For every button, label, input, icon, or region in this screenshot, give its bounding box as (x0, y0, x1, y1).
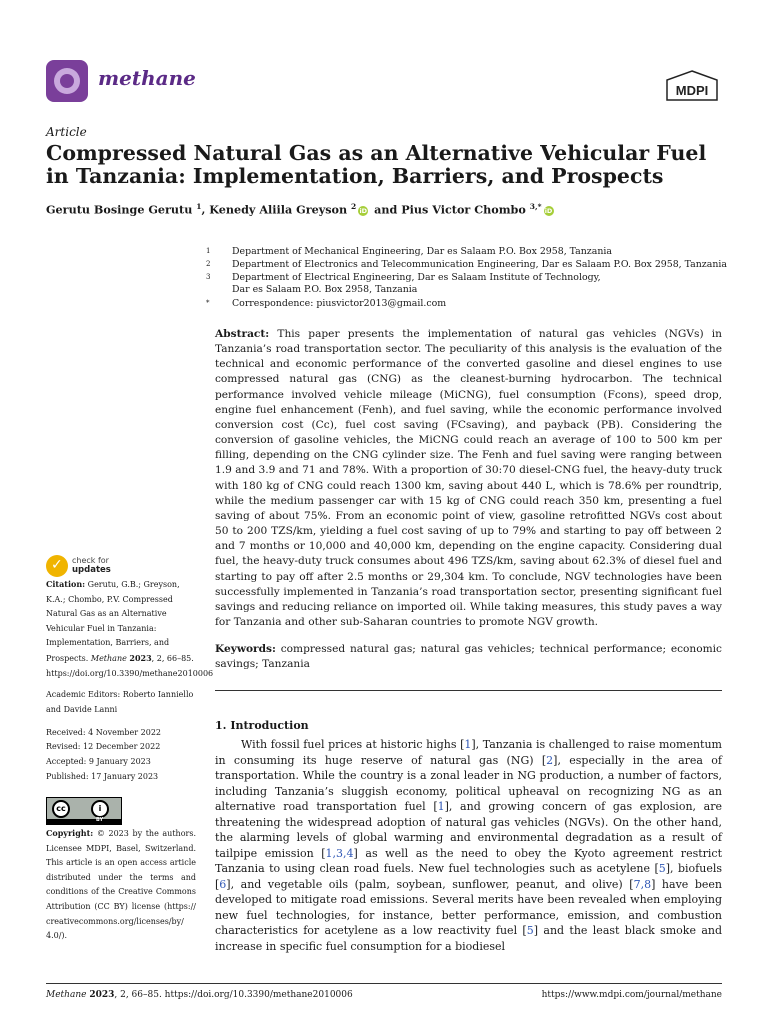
section-divider (215, 690, 722, 691)
footer-citation[interactable]: Methane 2023, 2, 66–85. https://doi.org/10.3390/methane2010006 (46, 990, 353, 1000)
article-title: Compressed Natural Gas as an Alternative Vehicular Fuel in Tanzania: Implementation, Barriers, and Prospects (46, 141, 707, 188)
citation-link[interactable]: 5 (658, 862, 666, 875)
intro-paragraph: With fossil fuel prices at historic highs [1], Tanzania is challenged to raise momentum in consuming its huge reserve of natural gas (NG) [2], especially in the area of transportation. While the country is a zonal leader in NG production, a number of factors, including Tanzania’s sluggish economy, political upheaval on recognizing NG as an alternative road transportation fuel [1], and growing concern of gas explosion, are threatening the widespread adoption of natural gas vehicles (NGVs). On the other hand, the alarming levels of global warming and environmental degradation as a result of tailpipe emission [1,3,4] as well as the need to obey the Kyoto agreement restrict Tanzania to using clean road fuels. New fuel technologies such as acetylene [5], biofuels [6], and vegetable oils (palm, soybean, sunflower, peanut, and olive) [7,8] have been developed to mitigate road emissions. Several merits have been revealed when employing new fuel technologies, for instance, better performance, emission, and combustion characteristics for acetylene as a low reactivity fuel [5] and the least black smoke and increase in specific fuel consumption for a biodiesel (215, 738, 723, 953)
footer-divider (46, 983, 722, 984)
abstract (215, 327, 722, 630)
abstract-text: This paper presents the implementation of natural gas vehicles (NGVs) in Tanzania’s road transportation sector. The peculiarity of this analysis is the evaluation of the technical and economic performance of the converted gasoline and diesel engines to use compressed natural gas (CNG) as the cleanest-burning hydrocarbon. The technical performance involved vehicle mileage (MiCNG), fuel consumption (Fcons), speed drop, engine fuel enhancement (Fenh), and fuel saving, while the economic performance involved conversion cost (Cc), fuel cost saving (FCsaving), and payback (PB). Considering the conversion of gasoline vehicles, the MiCNG could reach an average of 100 to 500 km per filling, depending on the CNG cylinder size. The Fenh and fuel saving were ranging between 1.9 and 3.9 and 71 and 78%. With a proportion of 30:70 diesel-CNG fuel, the heavy-duty truck with 180 kg of CNG could reach 1300 km, saving about 440 L, which is 78.6% per roundtrip, while the medium passenger car with 15 kg of CNG could reach 350 km, presenting a fuel saving of about 75%. From an economic point of view, gasoline retrofitted NGVs cost about 50 to 200 TZS/km, yielding a fuel cost saving of up to 79% and starting to pay off between 2 and 7 months or 10,000 and 40,000 km, depending on the engine capacity. Considering dual fuel, the heavy-duty truck consumes about 496 TZS/km, saving about 62.3% of diesel fuel and starting to pay off after 2.5 months or 29,304 km. To conclude, NGV technologies have been successfully implemented in Tanzania’s road transportation sector, presenting significant fuel savings and reducing reliance on imported oil. While taking measures, this study paves a way for Tanzania and other sub-Saharan countries to promote NGV growth. (215, 328, 722, 628)
abstract-label: Abstract: (215, 328, 270, 340)
citation-link[interactable]: 7,8 (633, 877, 652, 891)
check-for-updates-button[interactable]: ✓ check for updates (46, 555, 142, 581)
journal-url-link[interactable]: https://www.mdpi.com/journal/methane (541, 990, 722, 1000)
mdpi-logo[interactable] (665, 70, 719, 102)
journal-name[interactable]: methane (98, 66, 196, 90)
academic-editors: Academic Editors: Roberto Ianniello and Davide Lanni (46, 690, 194, 714)
author-affiliation-mark: 3,* (529, 202, 542, 211)
citation-link[interactable]: 1,3,4 (325, 846, 354, 860)
copyright-notice: Copyright: © 2023 by the authors. Licensee MDPI, Basel, Switzerland. This article is an open access article distributed under the terms and conditions of the Creative Commons Attribution (CC BY) license (https:// creativecommons.org/licenses/by/ 4.0/). (46, 828, 196, 941)
author-name[interactable]: Pius Victor Chombo (401, 202, 526, 217)
citation-block: Citation: Gerutu, G.B.; Greyson, K.A.; Chombo, P.V. Compressed Natural Gas as an Alternative Vehicular Fuel in Tanzania: Implementation, Barriers, and Prospects. Methane 2023, 2, 66–85. https://doi.org/10.3390/methane2010006 (46, 579, 214, 678)
keywords-label: Keywords: (215, 643, 276, 655)
orcid-icon[interactable]: iD (359, 206, 368, 215)
author-list: Gerutu Bosinge Gerutu $^1$, Kenedy Aliila Greyson $^2$ iD and Pius Victor Chombo $^{3,*}$ iD (46, 202, 553, 217)
citation-link[interactable]: 6 (219, 877, 227, 891)
author-name[interactable]: Gerutu Bosinge Gerutu (46, 202, 193, 217)
citation-link[interactable]: 2 (546, 753, 554, 767)
accepted-date: Accepted: 9 January 2023 (46, 757, 151, 766)
author-affiliation-mark: 1 (196, 202, 202, 211)
keywords-text: compressed natural gas; natural gas vehicles; technical performance; economic savings; Tanzania (215, 643, 722, 671)
citation-link[interactable]: 5 (526, 924, 534, 937)
section-heading: 1. Introduction (215, 719, 309, 732)
keywords (215, 642, 722, 672)
cc-by-license-icon[interactable]: cc i BY (46, 797, 122, 825)
received-date: Received: 4 November 2022 (46, 728, 162, 737)
author-name[interactable]: Kenedy Aliila Greyson (209, 202, 348, 217)
revised-date: Revised: 12 December 2022 (46, 742, 161, 751)
orcid-icon[interactable]: iD (544, 206, 553, 215)
journal-logo-icon (46, 60, 88, 102)
checkmark-icon: ✓ (51, 557, 63, 573)
mdpi-logo-text: MDPI (675, 83, 709, 98)
article-type: Article (46, 125, 87, 139)
author-affiliation-mark: 2 (351, 202, 357, 211)
published-date: Published: 17 January 2023 (46, 772, 159, 781)
citation-link[interactable]: 1 (437, 800, 445, 813)
citation-link[interactable]: 1 (464, 738, 472, 751)
